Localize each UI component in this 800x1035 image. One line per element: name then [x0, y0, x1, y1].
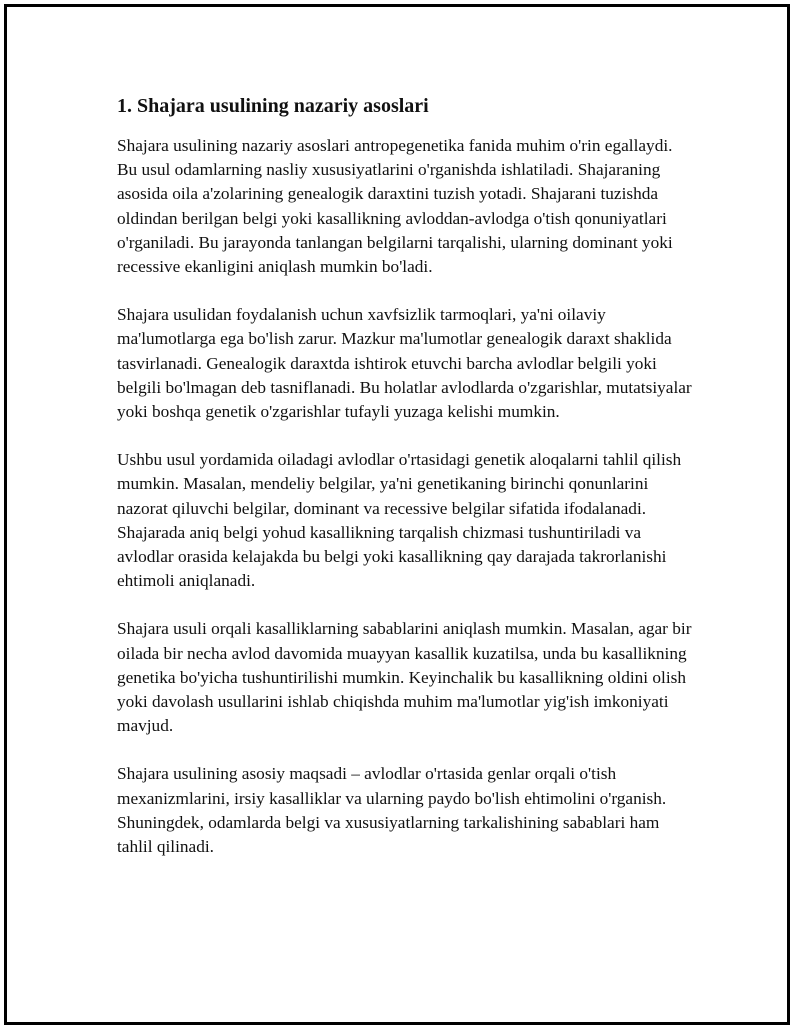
paragraph-4: Shajara usuli orqali kasalliklarning sabablarini aniqlash mumkin. Masalan, agar bir oilada bir necha avlod davomida muayyan kasallik kuzatilsa, unda bu kasallikning genetika bo'yicha tushuntirilishi mumkin. Keyinchalik bu kasallikning oldini olish yoki davolash usullarini ishlab chiqishda muhim ma'lumotlar yig'ish imkoniyati mavjud.: [117, 619, 692, 736]
paragraph-3: Ushbu usul yordamida oiladagi avlodlar o'rtasidagi genetik aloqalarni tahlil qilish mumkin. Masalan, mendeliy belgilar, ya'ni genetikaning birinchi qonunlarini nazorat qiluvchi belgilar, dominant va recessive belgilar sifatida ifodalanadi. Shajarada aniq belgi yohud kasallikning tarqalish chizmasi tushuntiriladi va avlodlar orasida kelajakda bu belgi yoki kasallikning qay darajada takrorlanishi ehtimoli aniqlanadi.: [117, 450, 682, 591]
paragraph-5: Shajara usulining asosiy maqsadi – avlodlar o'rtasida genlar orqali o'tish mexanizmlarini, irsiy kasalliklar va ularning paydo bo'lish ehtimolini o'rganish. Shuningdek, odamlarda belgi va xususiyatlarning tarkalishining sabablari ham tahlil qilinadi.: [117, 764, 667, 857]
paragraph-1: Shajara usulining nazariy asoslari antropegenetika fanida muhim o'rin egallaydi. Bu usul odamlarning nasliy xususiyatlarini o'rganishda ishlatiladi. Shajaraning asosida oila a'zolarining genealogik daraxtini tuzish yotadi. Shajarani tuzishda oldindan berilgan belgi yoki kasallikning avloddan-avlodga o'tish qonuniyatlari o'rganiladi. Bu jarayonda tanlangan belgilarni tarqalishi, ularning dominant yoki recessive ekanligini aniqlash mumkin bo'ladi.: [117, 136, 673, 277]
document-title: 1. Shajara usulining nazariy asoslari: [117, 95, 429, 117]
document-body: [117, 92, 692, 883]
paragraph-2: Shajara usulidan foydalanish uchun xavfsizlik tarmoqlari, ya'ni oilaviy ma'lumotlarga ega bo'lish zarur. Mazkur ma'lumotlar genealogik daraxt shaklida tasvirlanadi. Genealogik daraxtda ishtirok etuvchi barcha avlodlar belgili yoki belgili bo'lmagan deb tasniflanadi. Bu holatlar avlodlarda o'zgarishlar, mutatsiyalar yoki boshqa genetik o'zgarishlar tufayli yuzaga kelishi mumkin.: [117, 305, 692, 422]
